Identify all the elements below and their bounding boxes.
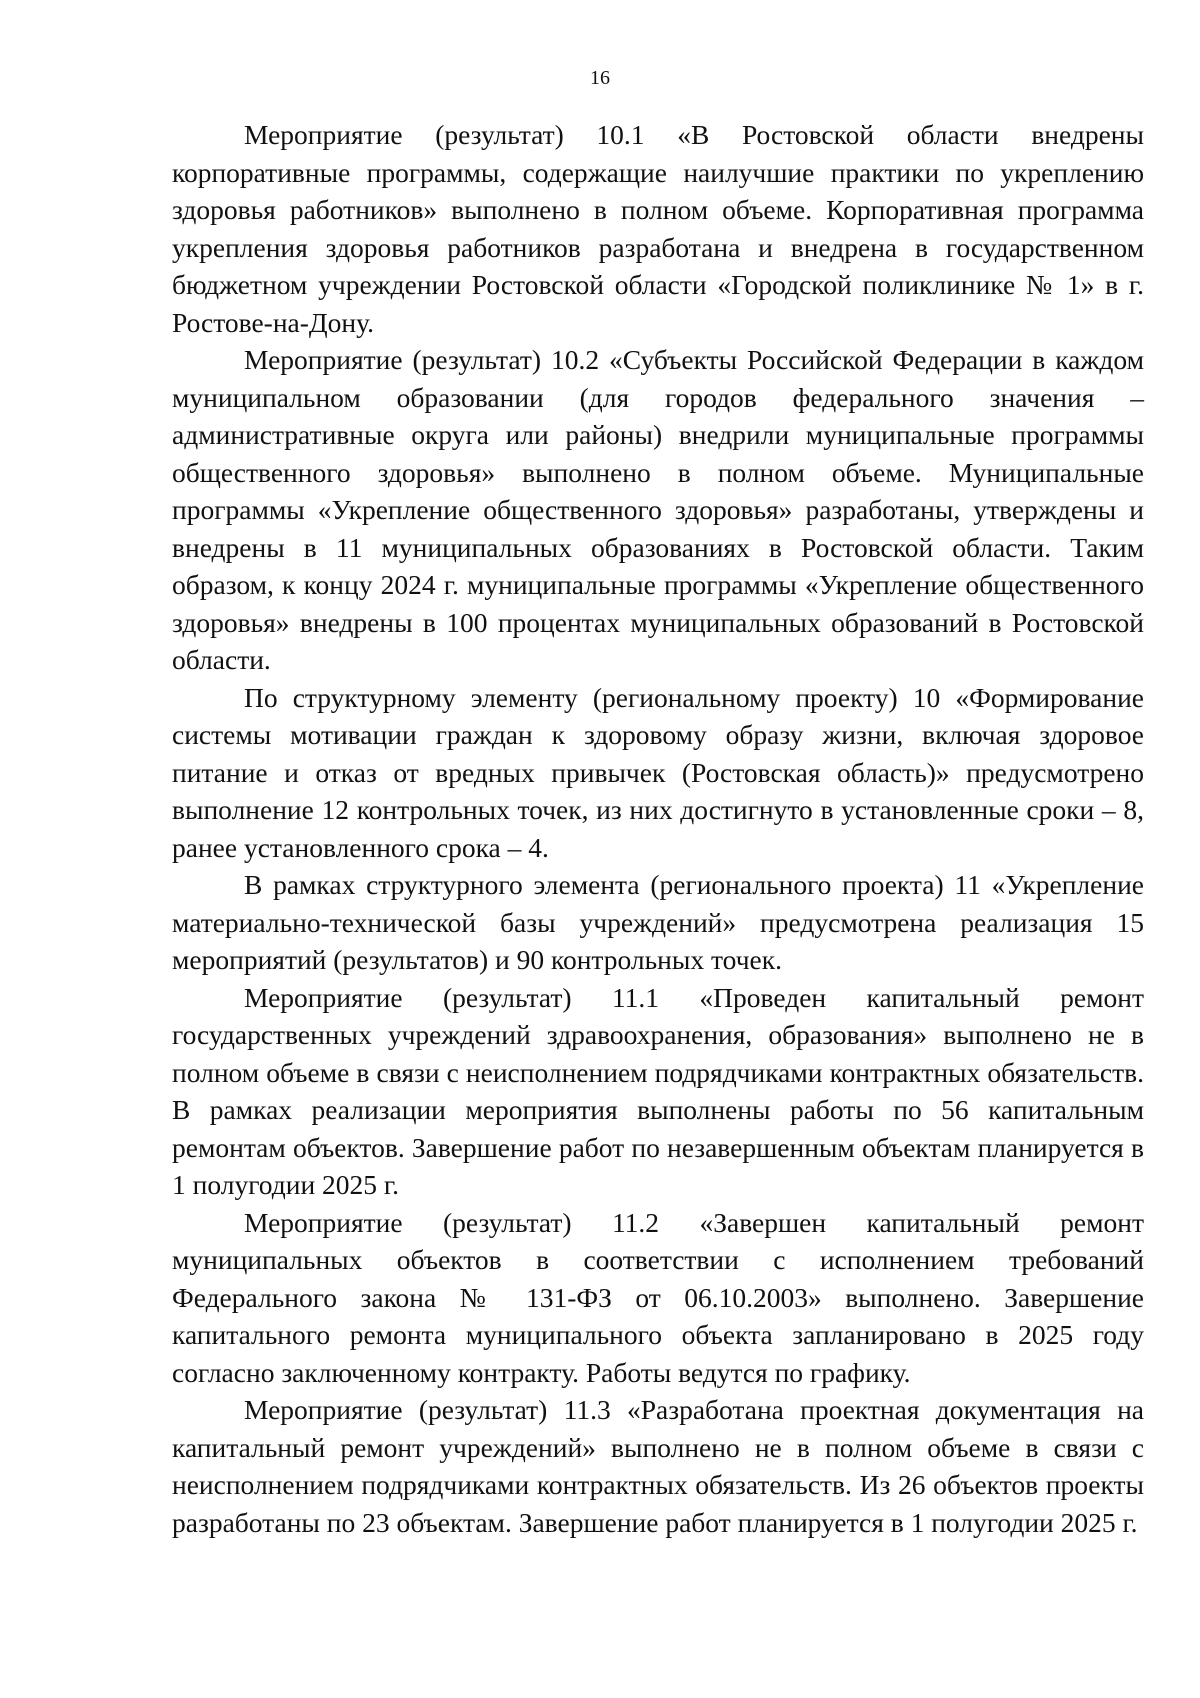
paragraph-measure-10-2: Мероприятие (результат) 10.2 «Субъекты Российской Федерации в каждом муниципальном образовании (для городов федерального значения – административные округа или районы) внедрили муниципальные программы общественного здоровья» выполнено в полном объеме. Муниципальные программы «Укрепление общественного здоровья» разработаны, утверждены и внедрены в 11 муниципальных образованиях в Ростовской области. Таким образом, к концу 2024 г. муниципальные программы «Укрепление общественного здоровья» внедрены в 100 процентах муниципальных образований в Ростовской области. bbox=[172, 344, 1144, 675]
page-number: 16 bbox=[590, 67, 610, 89]
paragraph-measure-11-1: Мероприятие (результат) 11.1 «Проведен капитальный ремонт государственных учреждений здравоохранения, образования» выполнено не в полном объеме в связи с неисполнением подрядчиками контрактных обязательств. В рамках реализации мероприятия выполнены работы по 56 капитальным ремонтам объектов. Завершение работ по незавершенным объектам планируется в 1 полугодии 2025 г. bbox=[172, 981, 1144, 1200]
paragraph-measure-11-3: Мероприятие (результат) 11.3 «Разработана проектная документация на капитальный ремонт учреждений» выполнено не в полном объеме в связи с неисполнением подрядчиками контрактных обязательств. Из 26 объектов проекты разработаны по 23 объектам. Завершение работ планируется в 1 полугодии 2025 г. bbox=[172, 1394, 1144, 1538]
paragraph-project-10-summary: По структурному элементу (региональному проекту) 10 «Формирование системы мотивации граждан к здоровому образу жизни, включая здоровое питание и отказ от вредных привычек (Ростовская область)» предусмотрено выполнение 12 контрольных точек, из них достигнуто в установленные сроки – 8, ранее установленного срока – 4. bbox=[172, 681, 1144, 863]
document-body bbox=[172, 116, 1144, 1541]
paragraph-measure-11-2: Мероприятие (результат) 11.2 «Завершен капитальный ремонт муниципальных объектов в соответствии с исполнением требований Федерального закона № 131-ФЗ от 06.10.2003» выполнено. Завершение капитального ремонта муниципального объекта запланировано в 2025 году согласно заключенному контракту. Работы ведутся по графику. bbox=[172, 1206, 1144, 1388]
paragraph-measure-10-1: Мероприятие (результат) 10.1 «В Ростовской области внедрены корпоративные программы, содержащие наилучшие практики по укреплению здоровья работников» выполнено в полном объеме. Корпоративная программа укрепления здоровья работников разработана и внедрена в государственном бюджетном учреждении Ростовской области «Городской поликлинике № 1» в г. Ростове-на-Дону. bbox=[172, 119, 1144, 338]
paragraph-project-11-intro: В рамках структурного элемента (регионального проекта) 11 «Укрепление материально-технической базы учреждений» предусмотрена реализация 15 мероприятий (результатов) и 90 контрольных точек. bbox=[172, 869, 1144, 975]
